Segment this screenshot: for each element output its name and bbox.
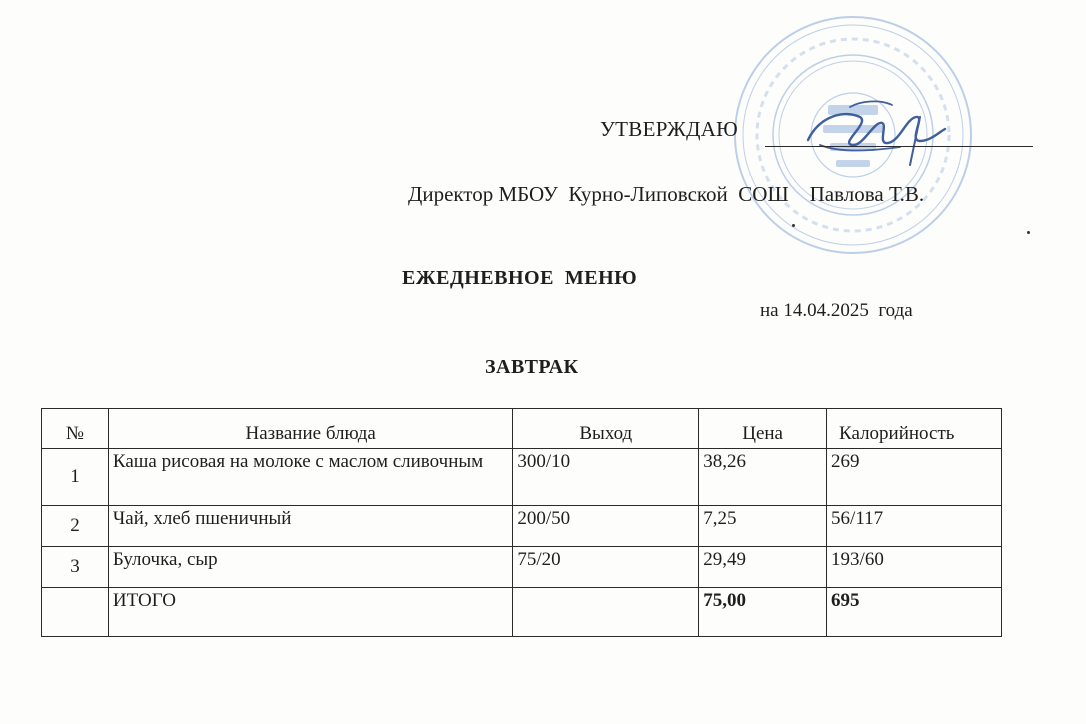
- dish-yield: 200/50: [513, 506, 699, 547]
- dish-calories: 269: [827, 449, 1002, 506]
- dish-price: 38,26: [699, 449, 827, 506]
- table-row: [42, 547, 1002, 588]
- stamp-dot: [1027, 231, 1030, 234]
- column-header-yield: Выход: [513, 409, 699, 449]
- table-row: [42, 449, 1002, 506]
- signature-line: [765, 146, 1033, 147]
- signature-icon: [800, 95, 950, 175]
- menu-table: [41, 408, 1002, 637]
- dish-price: 7,25: [699, 506, 827, 547]
- row-number: 3: [42, 547, 109, 588]
- dish-name: Каша рисовая на молоке с маслом сливочным: [108, 449, 512, 506]
- approve-label: УТВЕРЖДАЮ: [600, 117, 739, 141]
- column-header-calories: Калорийность: [827, 409, 1002, 449]
- column-header-price: Цена: [699, 409, 827, 449]
- column-header-name: Название блюда: [108, 409, 512, 449]
- dish-yield: 75/20: [513, 547, 699, 588]
- dish-calories: 56/117: [827, 506, 1002, 547]
- menu-date: на 14.04.2025 года: [760, 300, 913, 321]
- total-calories: 695: [827, 588, 1002, 637]
- director-line: Директор МБОУ Курно-Липовской СОШ Павлова Т.В.: [408, 182, 925, 206]
- table-header-row: [42, 409, 1002, 449]
- row-number: 1: [42, 449, 109, 506]
- total-label: ИТОГО: [108, 588, 512, 637]
- meal-title: ЗАВТРАК: [485, 356, 579, 378]
- stamp-dot: [792, 224, 795, 227]
- page-title: ЕЖЕДНЕВНОЕ МЕНЮ: [402, 267, 638, 289]
- row-number-empty: [42, 588, 109, 637]
- dish-yield: 300/10: [513, 449, 699, 506]
- dish-name: Булочка, сыр: [108, 547, 512, 588]
- dish-name: Чай, хлеб пшеничный: [108, 506, 512, 547]
- column-header-number: №: [42, 409, 109, 449]
- total-yield-empty: [513, 588, 699, 637]
- dish-calories: 193/60: [827, 547, 1002, 588]
- dish-price: 29,49: [699, 547, 827, 588]
- total-price: 75,00: [699, 588, 827, 637]
- row-number: 2: [42, 506, 109, 547]
- total-row: [42, 588, 1002, 637]
- table-row: [42, 506, 1002, 547]
